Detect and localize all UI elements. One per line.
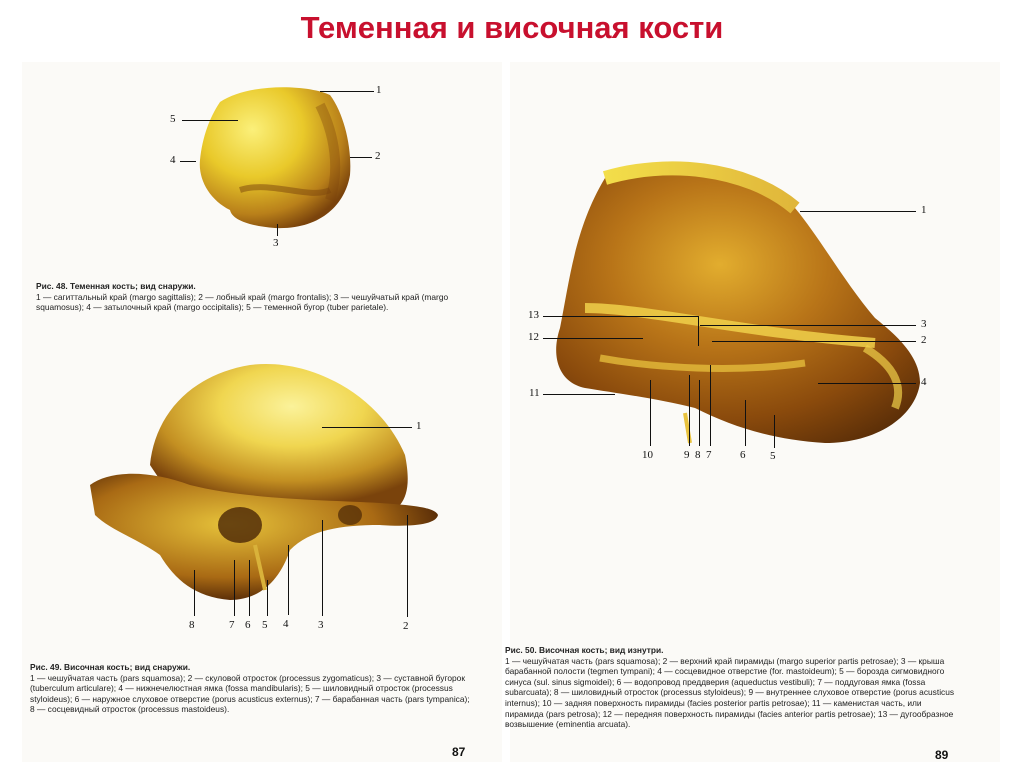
fig48-label-4: 4: [170, 154, 176, 166]
fig50-leader-5: [774, 415, 775, 448]
fig50-caption-body: 1 — чешуйчатая часть (pars squamosa); 2 — верхний край пирамиды (margo superior partis petrosae); 3 — крыша барабанной полости (tegmen tympani); 4 — сосцевидное отверстие (for. mastoideum); 5 — борозда сигмовидного синуса (sul. sinus sigmoidei); 6 — водопровод преддверия (aqueductus vestibuli); 7 — поддуговая ямка (fossa subarcuata); 8 — шиловидный отросток (processus styloideus); 9 — внутреннее слуховое отверстие (porus acusticus internus); 10 — задняя поверхность пирамиды (facies posterior partis petrosae); 11 — каменистая часть, или пирамида (pars petrosa); 12 — передняя поверхность пирамиды (facies anterior partis petrosae); 13 — дугообразное возвышение (eminentia arcuata).: [505, 655, 955, 730]
fig50-leader-8: [699, 380, 700, 446]
fig49-caption: [30, 662, 475, 715]
fig48-caption-title: Рис. 48. Теменная кость; вид снаружи.: [36, 281, 196, 291]
fig49-caption-body: 1 — чешуйчатая часть (pars squamosa); 2 — скуловой отросток (processus zygomaticus); 3 — суставной бугорок (tuberculum articulare); 4 — нижнечелюстная ямка (fossa mandibularis); 5 — шиловидный отросток (processus styloideus); 6 — наружное слуховое отверстие (porus acusticus externus); 7 — барабанная часть (pars tympanica); 8 — сосцевидный отросток (processus mastoideus).: [30, 672, 470, 715]
fig50-label-10: 10: [642, 449, 653, 461]
fig50-leader-12: [543, 338, 643, 339]
fig48-leader-4: [180, 161, 196, 162]
fig50-label-5: 5: [770, 450, 776, 462]
slide-title: Теменная и височная кости: [300, 10, 724, 45]
fig48-caption: [36, 281, 481, 313]
fig50-leader-7: [710, 365, 711, 446]
page-number-left: 87: [452, 745, 466, 759]
fig50-label-2: 2: [921, 334, 927, 346]
fig50-label-12: 12: [528, 331, 539, 343]
fig50-label-7: 7: [706, 449, 712, 461]
fig50-leader-4: [818, 383, 916, 384]
fig48-label-1: 1: [376, 84, 382, 96]
fig50-leader-1: [800, 211, 916, 212]
fig50-leader-3: [700, 325, 916, 326]
fig49-label-2: 2: [403, 620, 409, 632]
fig49-leader-6: [249, 560, 250, 616]
fig49-leader-4: [288, 545, 289, 615]
fig48-caption-body: 1 — сагиттальный край (margo sagittalis); 2 — лобный край (margo frontalis); 3 — чешуйчатый край (margo squamosus); 4 — затылочный край (margo occipitalis); 5 — теменной бугор (tuber parietale).: [36, 291, 449, 313]
fig49-leader-7: [234, 560, 235, 616]
fig50-label-3: 3: [921, 318, 927, 330]
fig50-caption-title: Рис. 50. Височная кость; вид изнутри.: [505, 645, 664, 655]
fig49-leader-5: [267, 580, 268, 616]
fig49-label-3: 3: [318, 619, 324, 631]
fig49-leader-8: [194, 570, 195, 616]
fig49-label-4: 4: [283, 618, 289, 630]
fig50-leader-11: [543, 394, 615, 395]
fig50-leader-6: [745, 400, 746, 446]
fig49-label-1: 1: [416, 420, 422, 432]
fig49-caption-title: Рис. 49. Височная кость; вид снаружи.: [30, 662, 191, 672]
fig48-leader-5: [182, 120, 238, 121]
fig49-leader-1: [322, 427, 412, 428]
fig48-leader-2: [350, 157, 372, 158]
fig50-label-6: 6: [740, 449, 746, 461]
fig48-label-3: 3: [273, 237, 279, 249]
fig50-label-1: 1: [921, 204, 927, 216]
parietal-bone-image: [180, 80, 380, 250]
page-number-right: 89: [935, 748, 949, 762]
fig50-label-4: 4: [921, 376, 927, 388]
fig50-label-13: 13: [528, 309, 539, 321]
fig50-leader-2: [712, 341, 916, 342]
fig50-label-8: 8: [695, 449, 701, 461]
fig49-leader-3: [322, 520, 323, 616]
fig50-leader-13: [543, 316, 698, 317]
fig49-label-5: 5: [262, 619, 268, 631]
fig50-leader-13-drop: [698, 316, 699, 346]
fig48-leader-1: [320, 91, 374, 92]
fig49-label-7: 7: [229, 619, 235, 631]
temporal-bone-outer-image: [80, 355, 440, 615]
fig48-label-2: 2: [375, 150, 381, 162]
fig50-leader-10: [650, 380, 651, 446]
fig50-caption: [505, 645, 955, 730]
fig48-leader-3: [277, 224, 278, 236]
temporal-bone-inner-image: [545, 158, 925, 448]
fig50-leader-9: [689, 375, 690, 446]
fig48-label-5: 5: [170, 113, 176, 125]
fig49-leader-2: [407, 515, 408, 617]
fig50-label-9: 9: [684, 449, 690, 461]
fig49-label-6: 6: [245, 619, 251, 631]
fig49-label-8: 8: [189, 619, 195, 631]
fig50-label-11: 11: [529, 387, 540, 399]
